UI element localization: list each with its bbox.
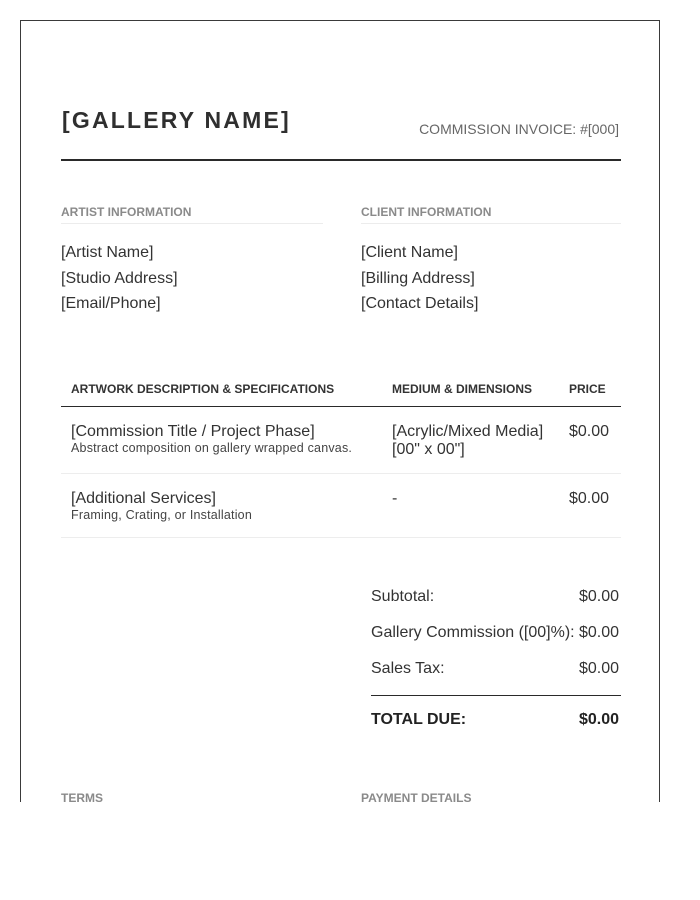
- client-label-underline: [361, 223, 621, 224]
- client-address: [Billing Address]: [361, 269, 475, 287]
- client-name: [Client Name]: [361, 244, 458, 261]
- artist-contact: [Email/Phone]: [61, 295, 161, 312]
- tax-value: $0.00: [578, 660, 619, 677]
- client-info-label: CLIENT INFORMATION: [361, 205, 492, 219]
- artist-info-block: [61, 240, 178, 317]
- header-divider: [61, 159, 621, 161]
- th-price: PRICE: [569, 382, 606, 396]
- th-description: ARTWORK DESCRIPTION & SPECIFICATIONS: [71, 382, 335, 396]
- commission-label: Gallery Commission ([00]%):: [371, 624, 575, 641]
- tax-label: Sales Tax:: [371, 660, 445, 677]
- artist-address: [Studio Address]: [61, 269, 178, 287]
- gallery-name: [GALLERY NAME]: [62, 107, 291, 133]
- total-due-label: TOTAL DUE:: [371, 711, 467, 728]
- artist-label-underline: [61, 223, 323, 224]
- artist-info-label: ARTIST INFORMATION: [61, 205, 192, 219]
- client-info-block: [361, 240, 478, 317]
- table-head-divider: [61, 406, 621, 407]
- payment-details-label: PAYMENT DETAILS: [361, 791, 472, 802]
- row2-title: [Additional Services]: [71, 490, 216, 507]
- commission-value: $0.00: [578, 624, 619, 641]
- invoice-page: [20, 20, 660, 802]
- row2-subtitle: Framing, Crating, or Installation: [71, 508, 252, 522]
- invoice-number: COMMISSION INVOICE: #[000]: [419, 121, 619, 137]
- total-due-value: $0.00: [578, 711, 619, 728]
- row1-subtitle: Abstract composition on gallery wrapped canvas.: [71, 441, 353, 455]
- subtotal-label: Subtotal:: [371, 588, 435, 605]
- row1-dimensions: [00" x 00"]: [392, 441, 465, 458]
- client-contact: [Contact Details]: [361, 295, 479, 312]
- row1-title: [Commission Title / Project Phase]: [71, 423, 315, 440]
- th-medium: MEDIUM & DIMENSIONS: [392, 382, 533, 396]
- row1-price: $0.00: [569, 423, 610, 440]
- row1-medium: [Acrylic/Mixed Media]: [392, 423, 544, 440]
- row2-price: $0.00: [569, 490, 610, 507]
- row1-divider: [61, 473, 621, 474]
- terms-label: TERMS: [61, 791, 103, 802]
- row2-medium: -: [392, 490, 398, 507]
- row2-divider: [61, 537, 621, 538]
- artist-name: [Artist Name]: [61, 244, 154, 261]
- subtotal-value: $0.00: [578, 588, 619, 605]
- total-divider: [371, 695, 621, 696]
